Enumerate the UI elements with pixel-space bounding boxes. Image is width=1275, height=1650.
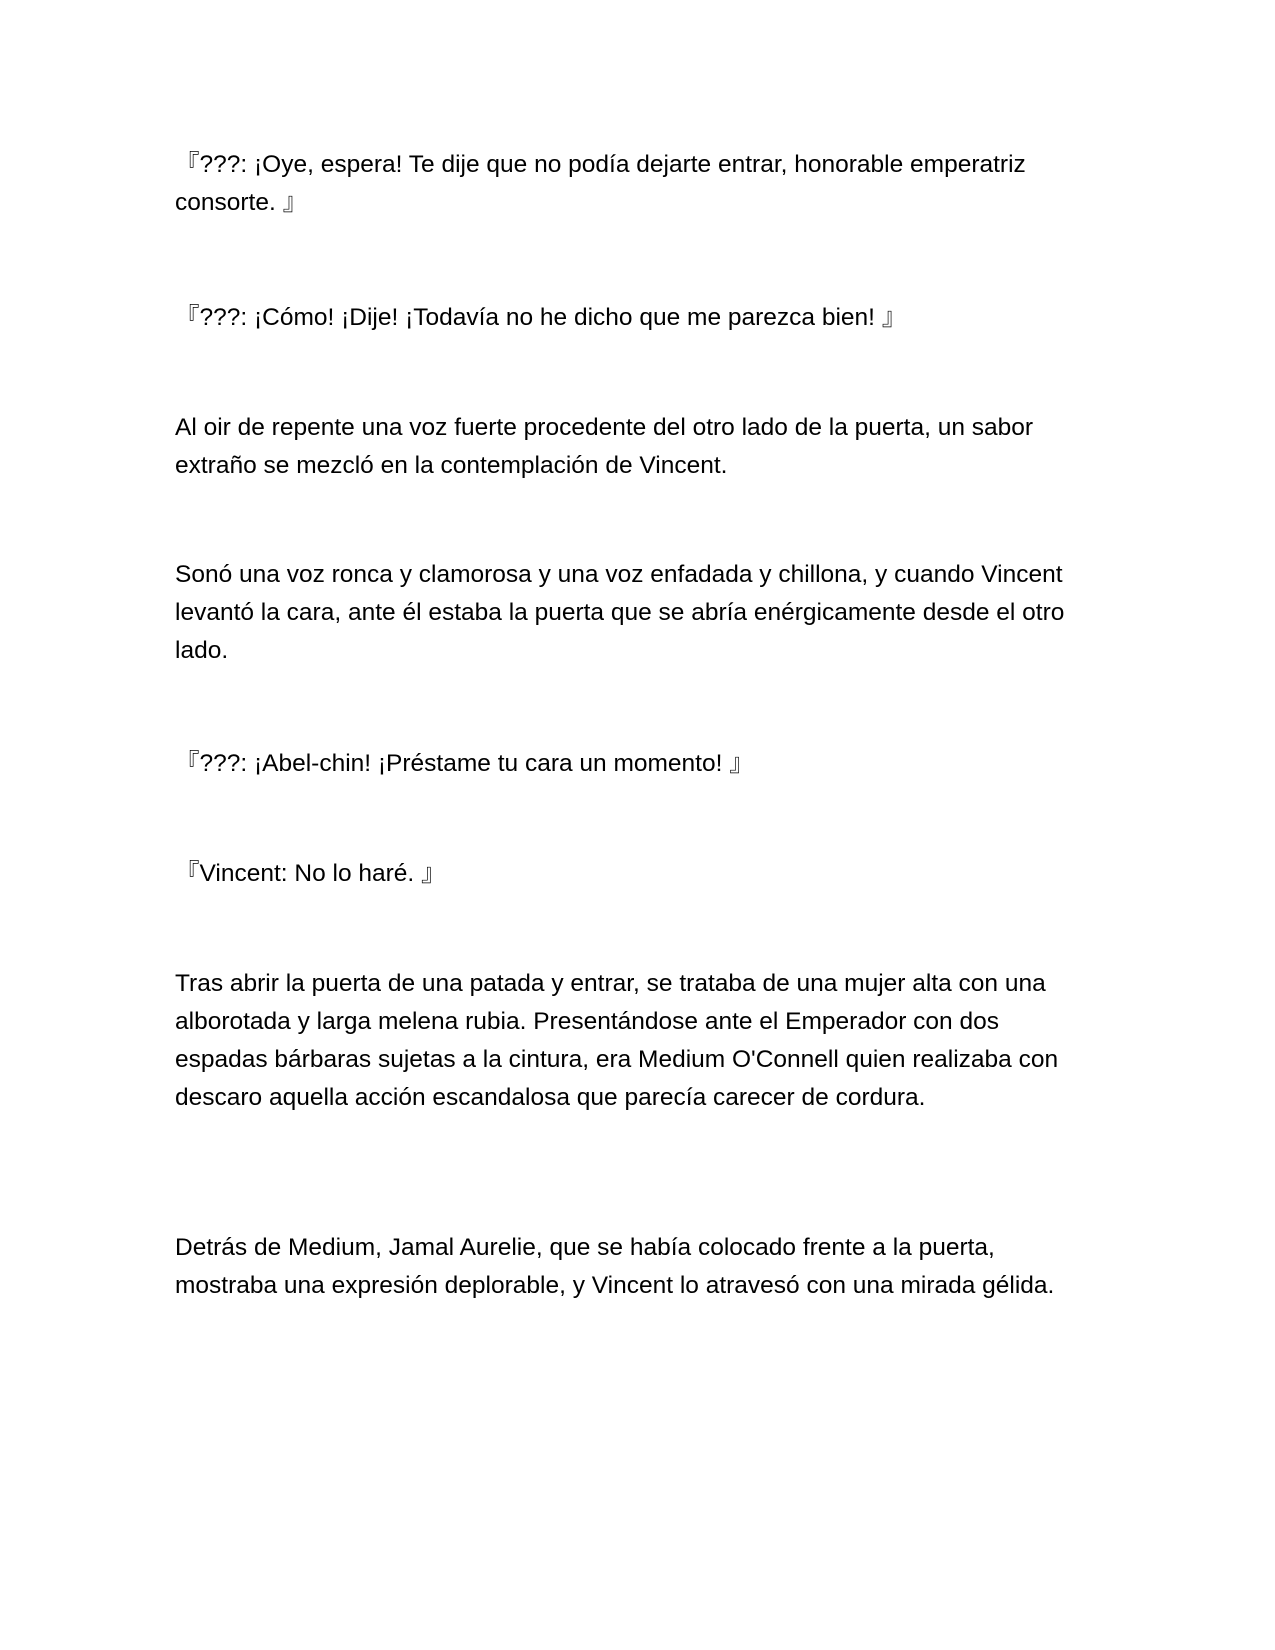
narration-paragraph: Sonó una voz ronca y clamorosa y una voz enfadada y chillona, y cuando Vincent levantó la cara, ante él estaba la puerta que se abría enérgicamente desde el otro lado. <box>175 561 1072 664</box>
narration-paragraph: Tras abrir la puerta de una patada y entrar, se trataba de una mujer alta con una alborotada y larga melena rubia. Presentándose ante el Emperador con dos espadas bárbaras sujetas a la cintura, era Medium O'Connell quien realizaba con descaro aquella acción escandalosa que parecía carecer de cordura. <box>175 970 1065 1111</box>
narration-paragraph: Al oir de repente una voz fuerte procedente del otro lado de la puerta, un sabor extraño se mezcló en la contemplación de Vincent. <box>175 414 1040 479</box>
dialogue-line: 『???: ¡Cómo! ¡Dije! ¡Todavía no he dicho que me parezca bien! 』 <box>175 304 907 331</box>
narration-paragraph: Detrás de Medium, Jamal Aurelie, que se había colocado frente a la puerta, mostraba una expresión deplorable, y Vincent lo atravesó con una mirada gélida. <box>175 1234 1055 1299</box>
dialogue-line: 『???: ¡Abel-chin! ¡Préstame tu cara un momento! 』 <box>175 750 754 777</box>
dialogue-line: 『Vincent: No lo haré. 』 <box>175 860 446 887</box>
dialogue-line: 『???: ¡Oye, espera! Te dije que no podía dejarte entrar, honorable emperatriz consorte. 』 <box>175 151 1033 216</box>
